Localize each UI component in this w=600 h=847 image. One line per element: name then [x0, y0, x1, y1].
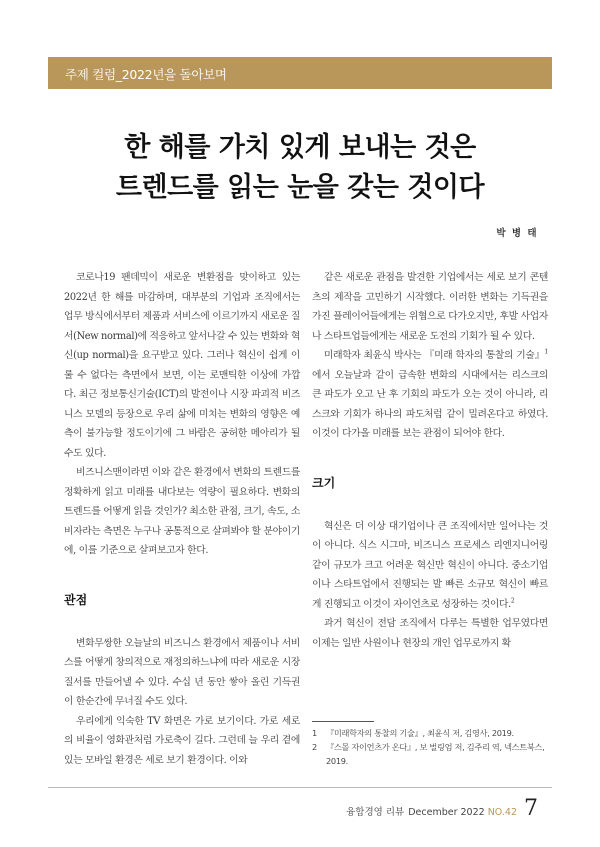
footnote: [312, 740, 548, 768]
section-heading: 관점: [64, 592, 88, 607]
left-column: [64, 268, 300, 770]
paragraph: 우리에게 익숙한 TV 화면은 가로 보기이다. 가로 세로의 비율이 영화관처럼 가로축이 길다. 그런데 늘 우리 곁에 있는 모바일 환경은 세로 보기 환경이다. 이와: [64, 715, 300, 766]
footnote: [312, 726, 548, 740]
issue-number: NO.42: [487, 807, 517, 818]
issue-date: December 2022: [408, 807, 485, 818]
footnote-text: 『미래학자의 통찰의 기술』, 최윤식 저, 김영사, 2019.: [326, 728, 514, 738]
footnote-ref: 2: [510, 597, 515, 605]
paragraph-text: 혁신은 더 이상 대기업이나 큰 조직에서만 일어나는 것이 아니다. 식스 시그마, 비즈니스 프로세스 리엔지니어링같이 규모가 크고 어려운 혁신만 혁신이 아니다. 중소기업이나 스타트업에서 진행되는 발 빠른 소규모 혁신이 빠르게 진행되고 이것이 자이언츠로 성장하는 것이다.: [312, 520, 548, 610]
article-title: [0, 128, 600, 208]
section-banner: [48, 57, 552, 89]
title-line-2: 트렌드를 읽는 눈을 갖는 것이다: [115, 172, 485, 203]
footnotes: [312, 726, 548, 768]
footnote-divider: [312, 721, 374, 722]
paragraph: 비즈니스맨이라면 이와 같은 환경에서 변화의 트렌드를 정확하게 읽고 미래를 내다보는 역량이 필요하다. 변화의 트렌드를 어떻게 읽을 것인가? 최소한 관점, 크기, 속도, 소비자라는 측면은 누구나 공통적으로 살펴봐야 할 분야이기에, 이를 기준으로 살펴보고자 한다.: [64, 467, 300, 556]
paragraph-text: 에서 오늘날과 같이 급속한 변화의 시대에서는 리스크의 큰 파도가 오고 난 후 기회의 파도가 오는 것이 아니라, 리스크와 기회가 하나의 파도처럼 같이 밀려온다고 하였다. 이것이 다가올 미래를 보는 관점이 되어야 한다.: [312, 369, 548, 439]
page-footer: [346, 797, 538, 821]
paragraph: [312, 346, 548, 444]
paragraph: 같은 새로운 관점을 발견한 기업에서는 세로 보기 콘텐츠의 제작을 고민하기 시작했다. 이러한 변화는 기득권을 가진 플레이어들에게는 위협으로 다가오지만, 후발 사업자나 스타트업들에게는 새로운 도전의 기회가 될 수 있다.: [312, 272, 548, 342]
paragraph: [312, 517, 548, 615]
author-name: 박 병 태: [496, 228, 538, 239]
right-column: [312, 268, 548, 653]
magazine-name: 융합경영 리뷰: [346, 807, 405, 818]
paragraph: 변화무쌍한 오늘날의 비즈니스 환경에서 제품이나 서비스를 어떻게 창의적으로 재정의하느냐에 따라 새로운 시장 질서를 만들어낼 수 있다. 수십 년 동안 쌓아 올린 기득권이 한순간에 무너질 수도 있다.: [64, 637, 300, 707]
paragraph: 코로나19 팬데믹이 새로운 변환점을 맞이하고 있는 2022년 한 해를 마감하며, 대부분의 기업과 조직에서는 업무 방식에서부터 제품과 서비스에 이르기까지 새로운 질서(New normal)에 적응하고 앞서나갈 수 있는 변화와 혁신(up normal)을 요구받고 있다. 그러나 혁신이 쉽게 이룰 수 없다는 측면에서 보면, 이는 로맨틱한 이상에 가깝다. 최근 정보통신기술(ICT)의 발전이나 시장 파괴적 비즈니스 모델의 등장으로 우리 삶에 미치는 변화의 영향은 예측이 불가능할 정도이기에 그 바람은 공허한 메아리가 될 수도 있다.: [64, 272, 300, 459]
footnote-text: 『스몰 자이언츠가 온다』, 보 벌링엄 저, 김주리 역, 넥스트북스, 2019.: [326, 742, 545, 766]
page-number: 7: [524, 796, 538, 821]
footer-divider: [48, 787, 552, 788]
paragraph: 과거 혁신이 전담 조직에서 다루는 특별한 업무였다면 이제는 일반 사원이나 현장의 개인 업무로까지 확: [312, 618, 548, 649]
title-line-1: 한 해를 가치 있게 보내는 것은: [124, 132, 476, 163]
banner-label: 주제 컬럼_2022년을 돌아보며: [65, 67, 227, 82]
paragraph-text: 미래학자 최윤식 박사는 『미래 학자의 통찰의 기술』: [324, 350, 545, 361]
footnote-ref: 1: [544, 348, 548, 356]
footnote-number: 1: [312, 728, 317, 738]
footnote-number: 2: [312, 742, 317, 752]
section-heading: 크기: [312, 475, 336, 490]
